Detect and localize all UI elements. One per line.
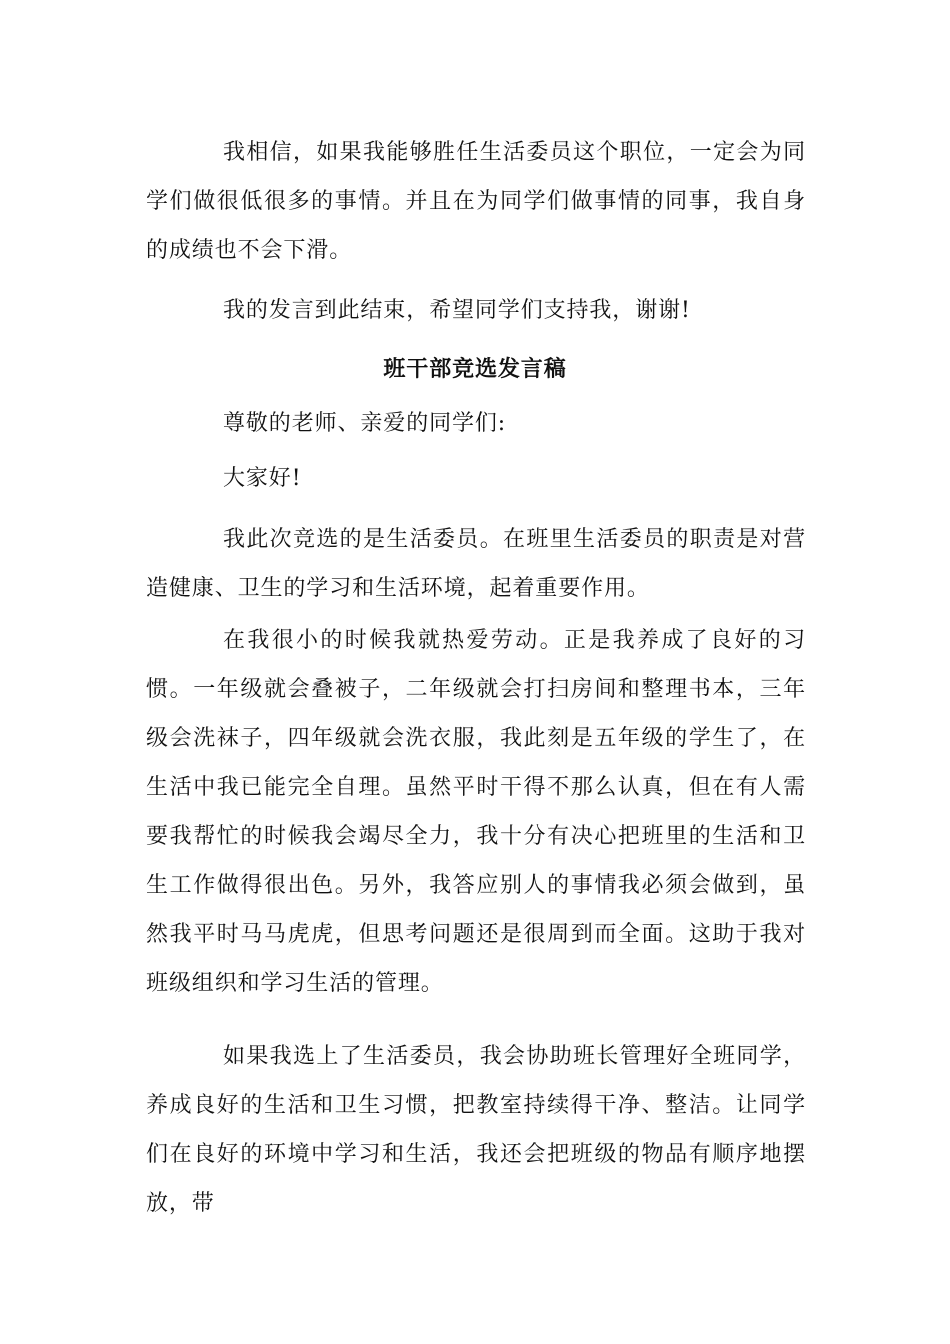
- salutation: 尊敬的老师、亲爱的同学们:: [223, 411, 507, 436]
- greeting: 大家好!: [223, 466, 302, 491]
- paragraph-closing: 我的发言到此结束，希望同学们支持我，谢谢!: [223, 298, 691, 323]
- paragraph-personal-habits: 在我很小的时候我就热爱劳动。正是我养成了良好的习惯。一年级就会叠被子，二年级就会打扫房间和整理书本，三年级会洗袜子，四年级就会洗衣服，我此刻是五年级的学生了，在生活中我已能完全自理。虽然平时干得不那么认真，但在有人需要我帮忙的时候我会竭尽全力，我十分有决心把班里的生活和卫生工作做得很出色。另外，我答应别人的事情我必须会做到，虽然我平时马马虎虎，但思考问题还是很周到而全面。这助于我对班级组织和学习生活的管理。: [146, 628, 806, 996]
- paragraph-plans: 如果我选上了生活委员，我会协助班长管理好全班同学，养成良好的生活和卫生习惯，把教室持续得干净、整洁。让同学们在良好的环境中学习和生活，我还会把班级的物品有顺序地摆放，带: [146, 1044, 806, 1216]
- paragraph-confidence: 我相信，如果我能够胜任生活委员这个职位，一定会为同学们做很低很多的事情。并且在为同学们做事情的同事，我自身的成绩也不会下滑。: [146, 140, 806, 263]
- paragraph-role-intro: 我此次竞选的是生活委员。在班里生活委员的职责是对营造健康、卫生的学习和生活环境，起着重要作用。: [146, 527, 806, 601]
- document-title: 班干部竞选发言稿: [383, 356, 567, 382]
